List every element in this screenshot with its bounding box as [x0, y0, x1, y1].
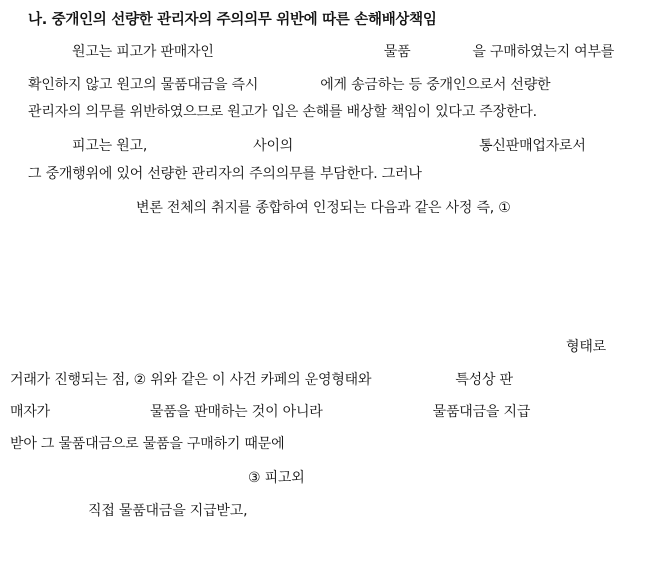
text-run: 피고는 원고, [72, 138, 148, 154]
text-run: 형태로 [566, 339, 606, 355]
text-run: 통신판매업자로서 [479, 138, 586, 154]
text-line-p3l2 [10, 372, 513, 389]
text-run: 을 구매하였는지 여부를 [472, 44, 615, 60]
text-run: 변론 전체의 취지를 종합하여 인정되는 다음과 같은 사정 즉, ① [136, 200, 511, 216]
text-line-p1l2 [28, 77, 550, 94]
text-run: ③ 피고외 [248, 470, 305, 486]
redaction-gap [50, 404, 150, 421]
text-run: 물품을 판매하는 것이 아니라 [149, 404, 323, 420]
redaction-gap [147, 138, 253, 155]
text-line-p1l1 [72, 44, 614, 61]
text-run: 사이의 [253, 138, 294, 154]
redaction-gap [410, 44, 472, 61]
text-run: 확인하지 않고 원고의 물품대금을 즉시 [28, 77, 259, 93]
text-line-p3l6 [88, 503, 247, 520]
text-line-p3l4 [10, 436, 284, 453]
text-line-p3l3 [10, 404, 530, 421]
text-run: 직접 물품대금을 지급받고, [88, 503, 248, 519]
text-line-p3l1 [566, 339, 606, 356]
redaction-gap [371, 372, 455, 389]
text-run: 매자가 [10, 404, 50, 420]
text-run: 받아 그 물품대금으로 물품을 구매하기 때문에 [10, 436, 285, 452]
text-line-p3l5 [248, 470, 305, 487]
text-run: 물품대금을 지급 [432, 404, 531, 420]
text-run: 에게 송금하는 등 중개인으로서 선량한 [320, 77, 551, 93]
text-run: 거래가 진행되는 점, ② 위와 같은 이 사건 카페의 운영형태와 [10, 372, 372, 388]
text-line-p2l1 [72, 138, 586, 155]
text-run: 그 중개행위에 있어 선량한 관리자의 주의의무를 부담한다. 그러나 [28, 166, 422, 182]
section-heading: 나. 중개인의 선량한 관리자의 주의의무 위반에 따른 손해배상책임 [28, 12, 437, 28]
redaction-gap [258, 77, 320, 94]
text-run: 특성상 판 [455, 372, 513, 388]
text-run: 원고는 피고가 판매자인 [72, 44, 214, 60]
text-line-p1l3 [28, 104, 537, 121]
text-run: 관리자의 의무를 위반하였으므로 원고가 입은 손해를 배상할 책임이 있다고 주장한다. [28, 104, 537, 120]
redaction-gap [293, 138, 479, 155]
text-run: 물품 [383, 44, 411, 60]
redaction-gap [323, 404, 433, 421]
text-line-p2l3 [136, 200, 511, 217]
redaction-gap [214, 44, 384, 61]
text-line-p2l2 [28, 166, 422, 183]
